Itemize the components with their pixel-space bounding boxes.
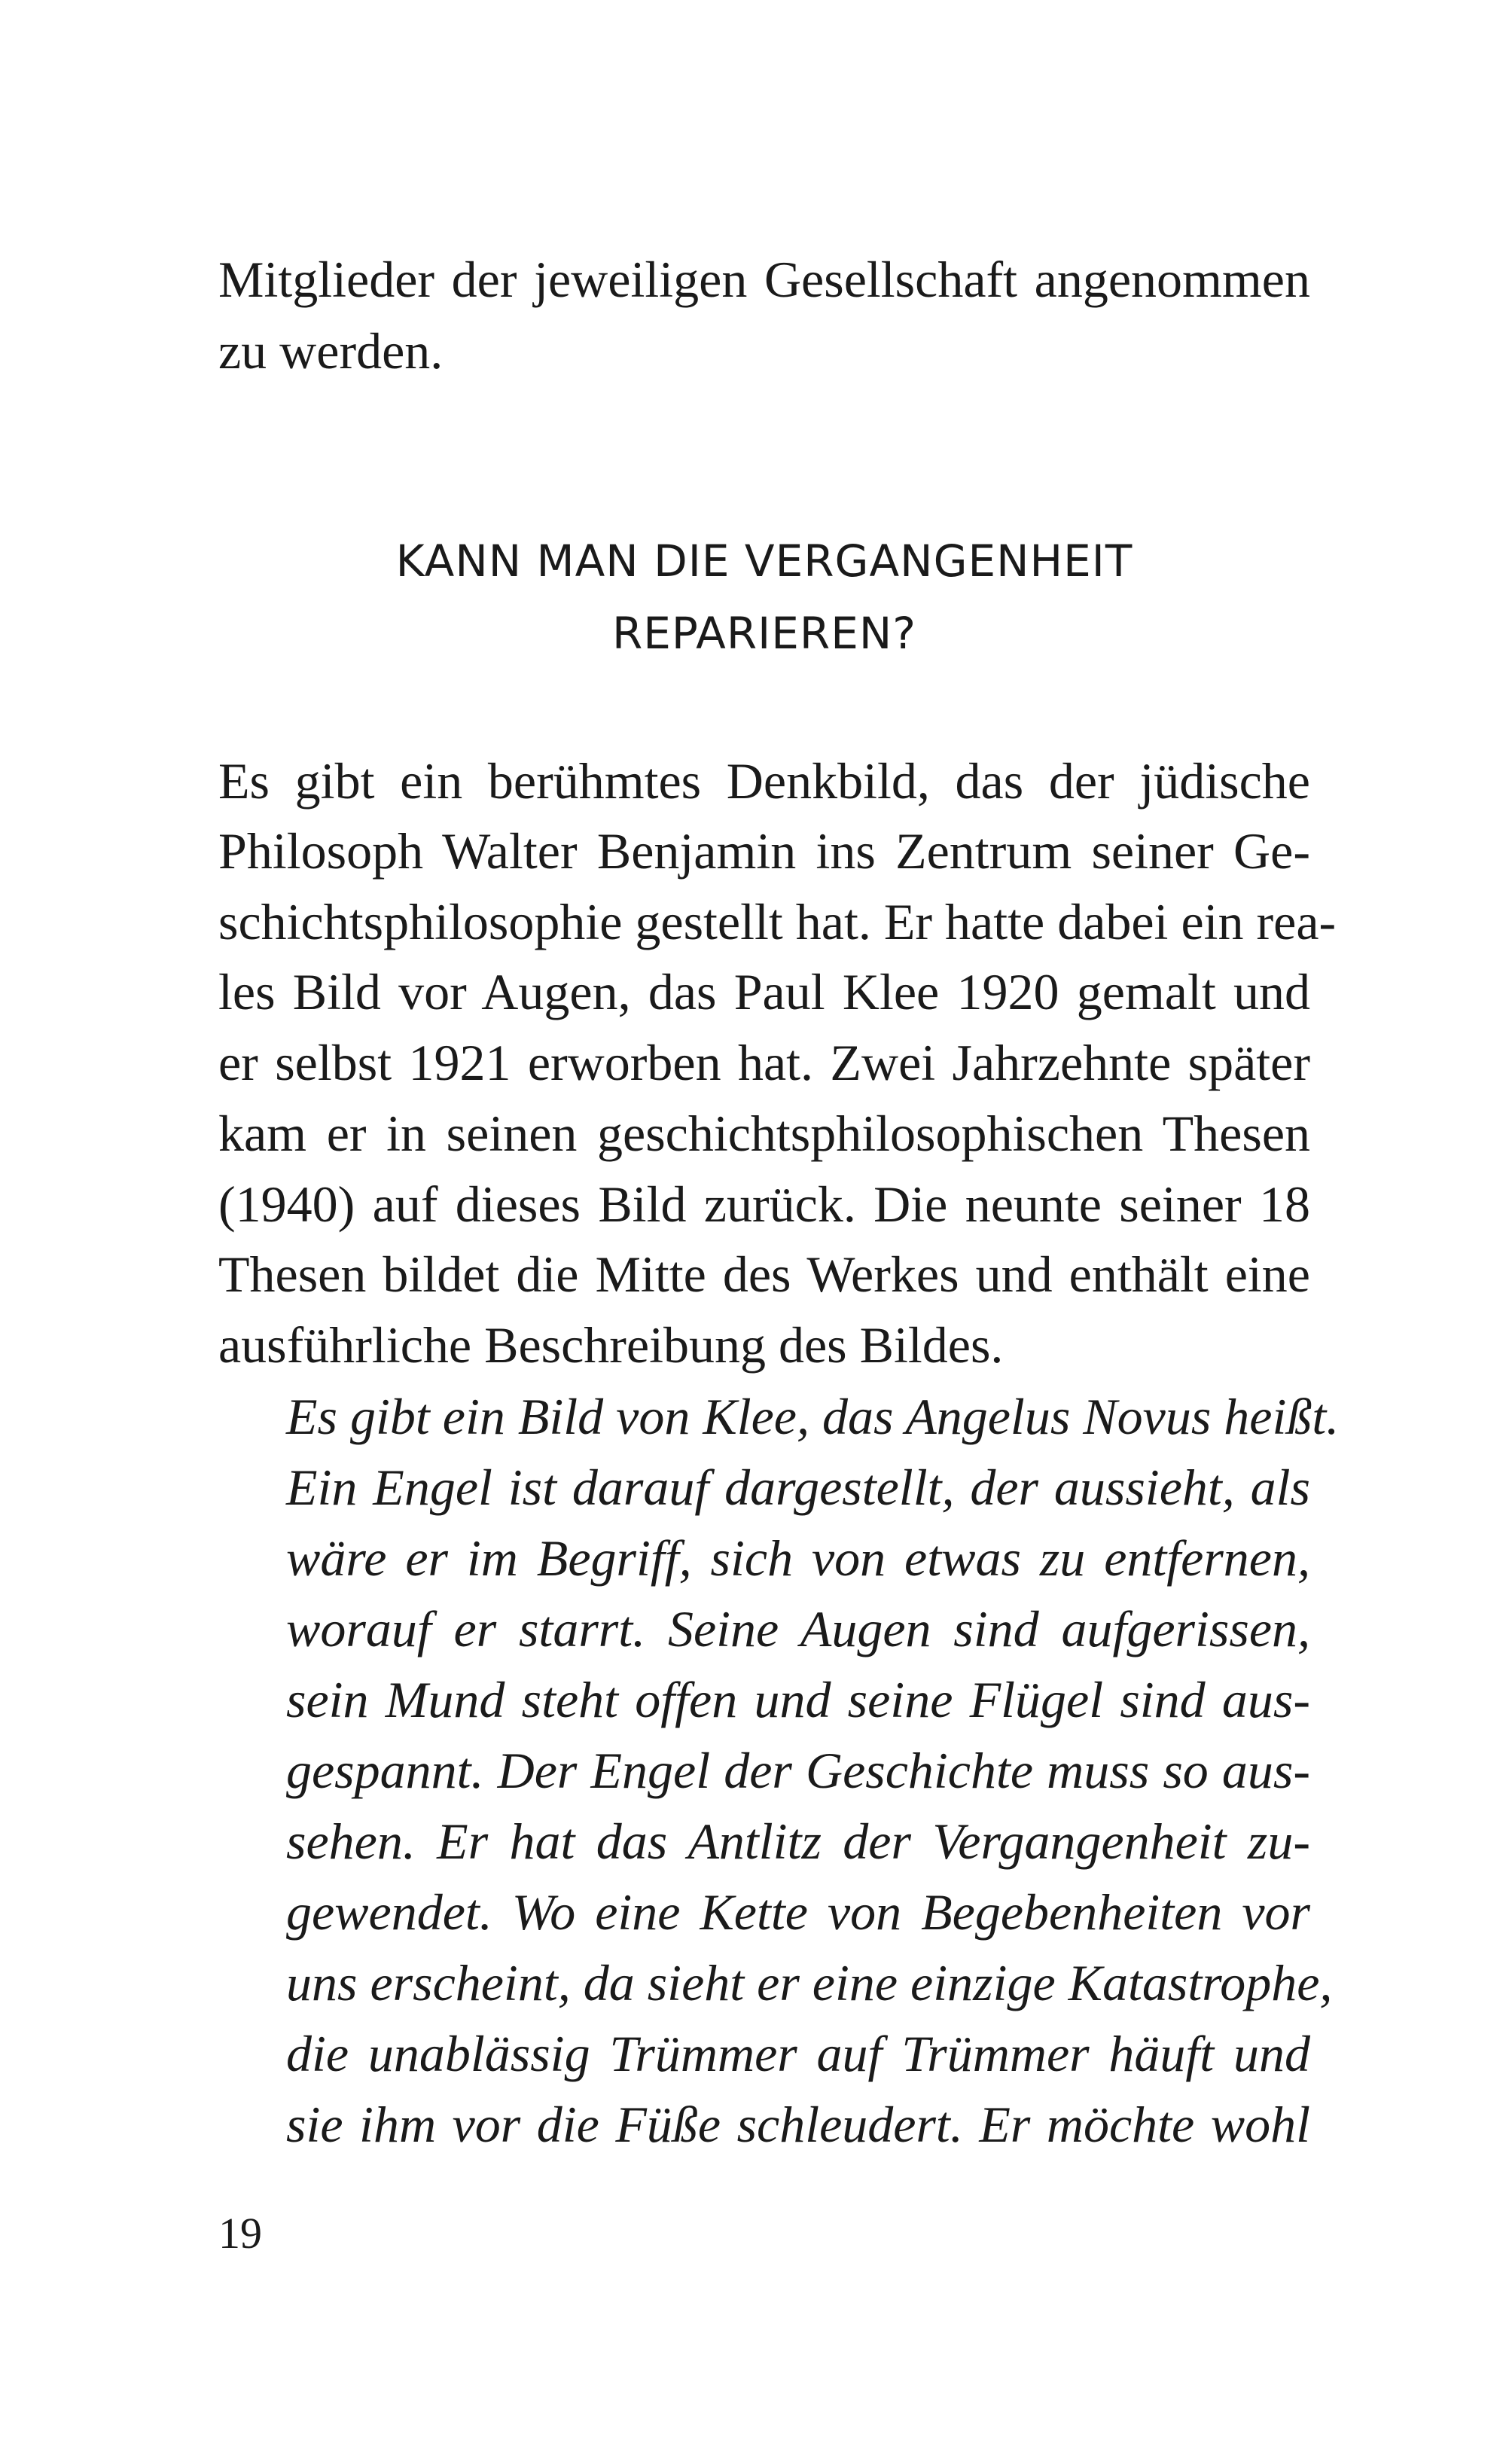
- body-text-line: Es gibt ein berühmtes Denkbild, das der jüdische: [218, 752, 1310, 810]
- body-text-line: les Bild vor Augen, das Paul Klee 1920 gemalt und: [218, 963, 1310, 1020]
- block-quote-line: wäre er im Begriff, sich von etwas zu entfernen,: [286, 1529, 1310, 1587]
- body-text-line: Thesen bildet die Mitte des Werkes und enthält eine: [218, 1246, 1310, 1303]
- body-text-line: schichtsphilosophie gestellt hat. Er hatte dabei ein rea-: [218, 893, 1337, 950]
- body-text-line: ausführliche Beschreibung des Bildes.: [218, 1316, 1004, 1374]
- block-quote-line: sie ihm vor die Füße schleudert. Er möchte wohl: [286, 2096, 1310, 2153]
- body-text-line: zu werden.: [218, 322, 444, 380]
- body-text-line: Mitglieder der jeweiligen Gesellschaft angenommen: [218, 251, 1310, 308]
- body-text-line: kam er in seinen geschichtsphilosophischen Thesen: [218, 1105, 1310, 1162]
- block-quote-line: Ein Engel ist darauf dargestellt, der aussieht, als: [286, 1459, 1310, 1516]
- block-quote-line: sehen. Er hat das Antlitz der Vergangenheit zu-: [286, 1813, 1310, 1870]
- section-heading-line: REPARIEREN?: [611, 608, 917, 659]
- block-quote-line: gewendet. Wo eine Kette von Begebenheiten vor: [286, 1883, 1310, 1941]
- body-text-line: Philosoph Walter Benjamin ins Zentrum seiner Ge-: [218, 822, 1310, 880]
- body-text-line: er selbst 1921 erworben hat. Zwei Jahrzehnte später: [218, 1034, 1310, 1091]
- block-quote-line: worauf er starrt. Seine Augen sind aufgerissen,: [286, 1600, 1310, 1657]
- block-quote-line: sein Mund steht offen und seine Flügel sind aus-: [286, 1671, 1310, 1728]
- block-quote-line: uns erscheint, da sieht er eine einzige Katastrophe,: [286, 1954, 1333, 2011]
- section-heading-line: KANN MAN DIE VERGANGENHEIT: [395, 535, 1133, 587]
- page-number: 19: [218, 2209, 262, 2258]
- body-text-line: (1940) auf dieses Bild zurück. Die neunte seiner 18: [218, 1176, 1310, 1233]
- block-quote-line: Es gibt ein Bild von Klee, das Angelus Novus heißt.: [286, 1388, 1340, 1445]
- block-quote-line: gespannt. Der Engel der Geschichte muss so aus-: [286, 1742, 1310, 1799]
- block-quote-line: die unablässig Trümmer auf Trümmer häuft und: [286, 2025, 1310, 2082]
